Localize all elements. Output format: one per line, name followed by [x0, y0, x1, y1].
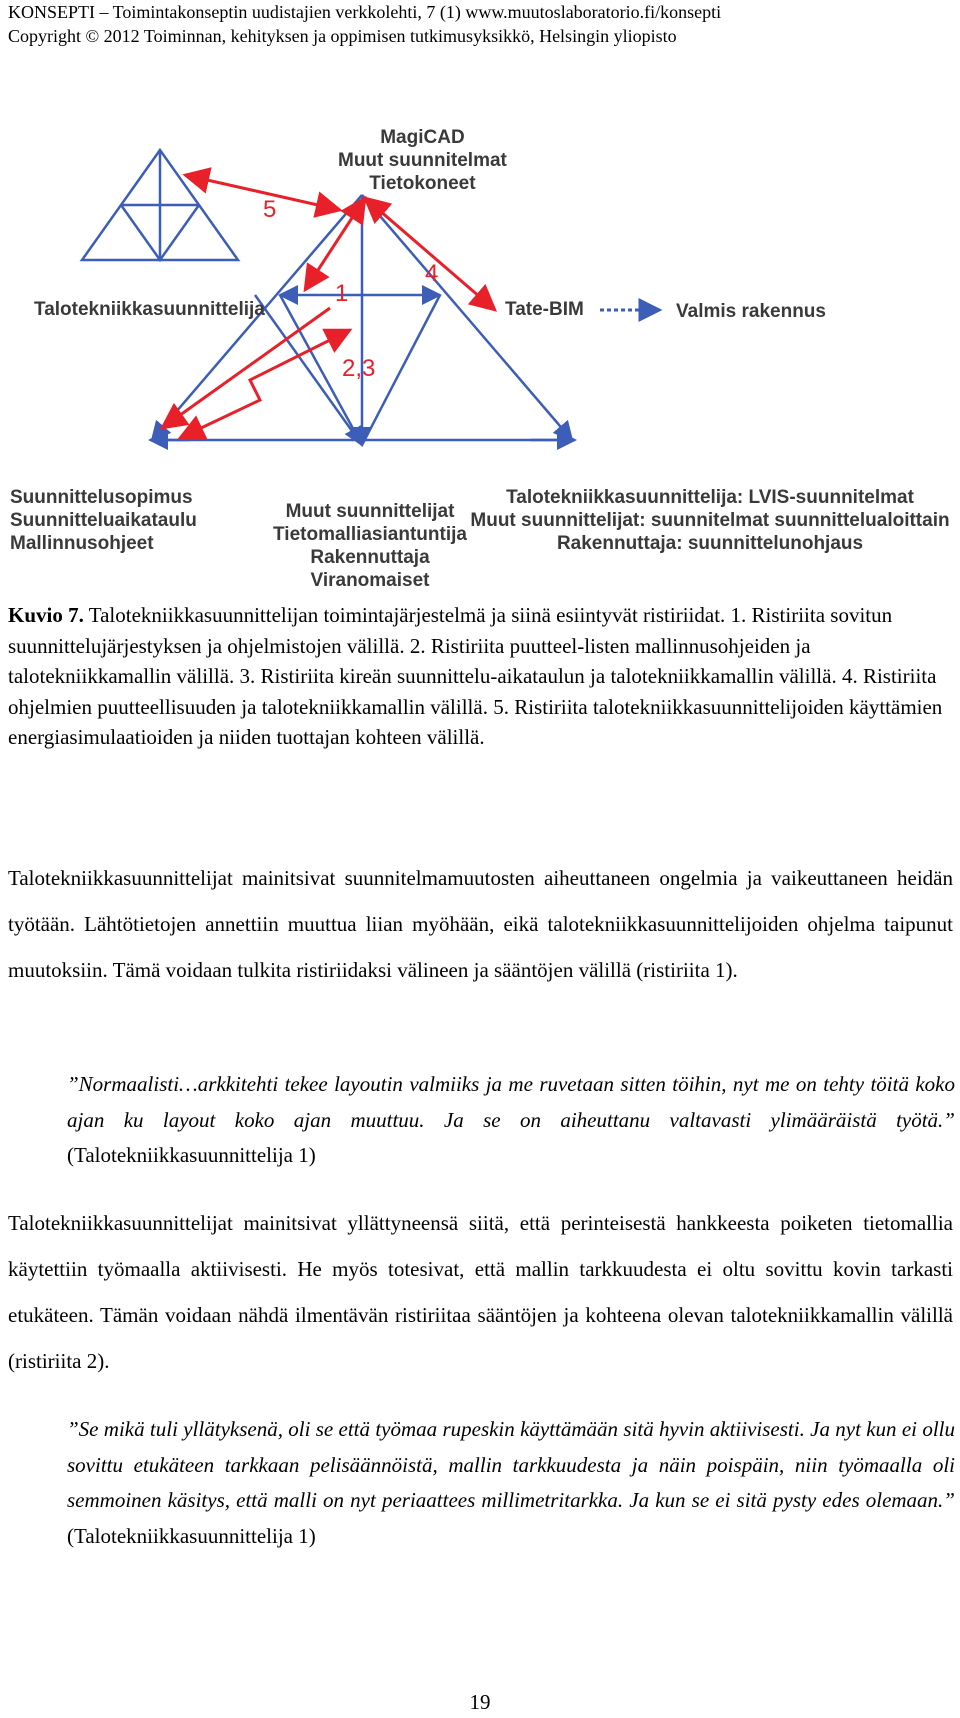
quote-1	[67, 1067, 955, 1174]
label-suunnittelunohjaus: Rakennuttaja: suunnittelunohjaus	[556, 533, 864, 554]
quote-2	[67, 1412, 955, 1554]
label-suunnittelusopimus: Suunnittelusopimus	[10, 487, 193, 508]
conflict-number-4: 4	[425, 260, 439, 287]
conflict-number-5: 5	[263, 196, 277, 223]
caption-label: Kuvio 7.	[8, 603, 84, 627]
label-lvis: Talotekniikkasuunnittelija: LVIS-suunnitelmat	[506, 487, 914, 508]
division-of-labour-labels	[470, 486, 950, 555]
label-suunnitelmat-aloittain: Muut suunnittelijat: suunnitelmat suunnittelualoittain	[470, 510, 950, 531]
label-suunnitteluaikataulu: Suunnitteluaikataulu	[10, 510, 197, 531]
figure-caption	[8, 600, 953, 753]
page-header	[8, 0, 721, 48]
conflict-number-2-3: 2,3	[342, 355, 376, 382]
activity-system-diagram	[0, 127, 960, 591]
label-tietokoneet: Tietokoneet	[369, 173, 476, 194]
subject-label: Talotekniikkasuunnittelija	[34, 299, 265, 320]
quote-1-source: (Talotekniikkasuunnittelija 1)	[67, 1143, 316, 1167]
top-node-labels	[338, 126, 507, 195]
label-muut-suunnittelijat: Muut suunnittelijat	[285, 501, 455, 522]
paragraph-1: Talotekniikkasuunnittelijat mainitsivat suunnitelmamuutosten aiheuttaneen ongelmia ja vaikeuttaneen heidän työtään. Lähtötietojen annettiin muuttua liian myöhään, eikä talotekniikkasuunnittelijoiden ohjelma taipunut muutoksiin. Tämä voidaan tulkita ristiriidaksi välineen ja sääntöjen välillä (ristiriita 1).	[8, 866, 953, 982]
small-triangle-icon	[82, 150, 238, 260]
copyright-line: Copyright © 2012 Toiminnan, kehityksen ja oppimisen tutkimusyksikkö, Helsingin yliopisto	[8, 26, 677, 46]
outcome-label: Valmis rakennus	[676, 301, 826, 322]
label-muut-suunnitelmat: Muut suunnitelmat	[338, 150, 507, 171]
paragraph-2: Talotekniikkasuunnittelijat mainitsivat yllättyneensä siitä, että perinteisestä hankkeesta poiketen tietomallia käytettiin työmaalla aktiivisesti. He myös totesivat, että mallin tarkkuudesta ei oltu sovittu kovin tarkasti etukäteen. Tämän voidaan nähdä ilmentävän ristiriitaa sääntöjen ja kohteena olevan talotekniikkamallin välillä (ristiriita 2).	[8, 1211, 953, 1373]
conflict-number-1: 1	[335, 280, 349, 307]
quote-1-text: ”Normaalisti…arkkitehti tekee layoutin valmiiks ja me ruvetaan sitten töihin, nyt me on tehty töitä koko ajan ku layout koko ajan muuttuu. Ja se on aiheuttanu valtavasti ylimääräistä työtä.”	[67, 1072, 955, 1132]
community-labels	[272, 500, 468, 592]
label-mallinnusohjeet: Mallinnusohjeet	[10, 533, 154, 554]
caption-text: Talotekniikkasuunnittelijan toimintajärjestelmä ja siinä esiintyvät ristiriidat. 1. Ristiriita sovitun suunnittelujärjestyksen ja ohjelmistojen välillä. 2. Ristiriita puutteel-listen mallinnusohjeiden ja talotekniikkamallin välillä. 3. Ristiriita kireän suunnittelu-aikataulun ja talotekniikkamallin välillä. 4. Ristiriita ohjelmien puutteellisuuden ja talotekniikkamallin välillä. 5. Ristiriita talotekniikkasuunnittelijoiden käyttämien energiasimulaatioiden ja niiden tuottajan kohteen välillä.	[8, 603, 943, 749]
quote-2-source: (Talotekniikkasuunnittelija 1)	[67, 1523, 316, 1548]
label-viranomaiset: Viranomaiset	[310, 570, 430, 591]
label-rakennuttaja: Rakennuttaja	[310, 547, 430, 568]
page-number: 19	[469, 1690, 491, 1714]
label-tietomalliasiantuntija: Tietomalliasiantuntija	[273, 524, 467, 545]
label-magicad: MagiCAD	[380, 127, 465, 148]
object-label: Tate-BIM	[505, 299, 584, 320]
rules-labels	[10, 486, 197, 555]
quote-2-text: ”Se mikä tuli yllätyksenä, oli se että työmaa rupeskin käyttämään sitä hyvin aktiivisesti. Ja nyt kun ei ollu sovittu etukäteen tarkkaan pelisäännöistä, mallin tarkkuudesta ja näin poispäin, niin työmaalla oli semmoinen käsitys, että malli on nyt periaattees millimetritarkka. Ja kun se ei sitä pysty edes olemaan.”	[67, 1417, 955, 1512]
journal-line: KONSEPTI – Toimintakonseptin uudistajien verkkolehti, 7 (1) www.muutoslaboratorio.fi/konsepti	[8, 2, 722, 22]
